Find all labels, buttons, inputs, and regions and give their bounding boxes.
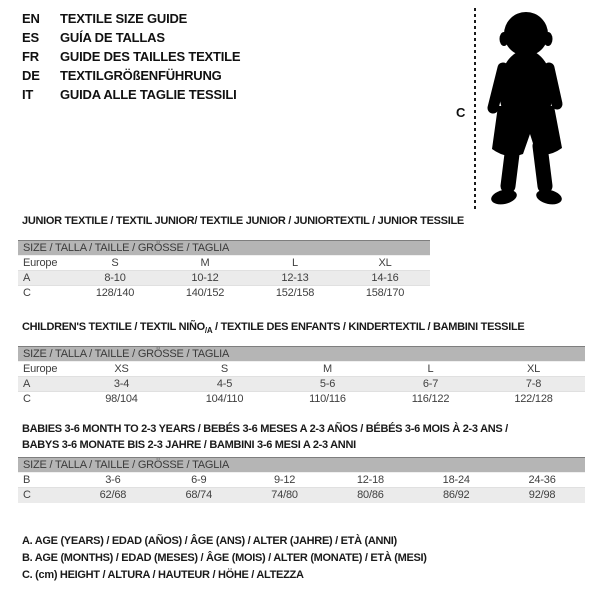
table-cell: 152/158 (275, 287, 315, 300)
table-cell: 62/68 (99, 489, 127, 502)
table-cell: 110/116 (309, 393, 346, 406)
table-cell: 7-8 (525, 378, 542, 390)
table-cell: 10-12 (191, 272, 219, 284)
table-cell: 122/128 (514, 393, 553, 406)
children-title-main: CHILDREN'S TEXTILE / TEXTIL NIÑO (22, 321, 205, 333)
junior-table-title: JUNIOR TEXTILE / TEXTIL JUNIOR/ TEXTILE JUNIOR / JUNIORTEXTIL / JUNIOR TESSILE (22, 215, 464, 227)
children-table (18, 361, 585, 407)
footnotes (22, 533, 427, 584)
lang-row-es (22, 28, 240, 47)
babies-title-line2: BABYS 3-6 MONATE BIS 2-3 JAHRE / BAMBINI 3-6 MESI A 2-3 ANNI (22, 439, 356, 451)
lang-text: GUIDA ALLE TAGLIE TESSILI (60, 87, 237, 102)
table-cell: L (427, 363, 434, 375)
footnote-b: B. AGE (MONTHS) / EDAD (MESES) / ÂGE (MOIS) / ALTER (MONATE) / ETÀ (MESI) (22, 552, 427, 564)
table-cell: 12-18 (356, 474, 384, 486)
table-row (18, 271, 430, 286)
table-cell: XL (378, 257, 392, 269)
table-cell: S (111, 257, 119, 269)
lang-row-en (22, 9, 240, 28)
row-label: Europe (23, 363, 58, 375)
lang-code: EN (22, 11, 40, 26)
toddler-silhouette-image (480, 8, 572, 210)
row-label: B (23, 474, 31, 486)
table-cell: M (323, 363, 332, 375)
table-cell: 18-24 (442, 474, 470, 486)
table-cell: 86/92 (442, 489, 470, 502)
footnote-c: C. (cm) HEIGHT / ALTURA / HAUTEUR / HÖHE / ALTEZZA (22, 569, 304, 581)
table-cell: 158/170 (365, 287, 405, 300)
table-row (18, 473, 585, 488)
height-measure-dotted-line (474, 8, 476, 211)
table-row (18, 362, 585, 377)
table-cell: 9-12 (273, 474, 296, 486)
lang-row-it (22, 85, 240, 104)
children-title-rest: / TEXTILE DES ENFANTS / KINDERTEXTIL / BAMBINI TESSILE (212, 321, 525, 333)
table-cell: 74/80 (271, 489, 298, 502)
table-cell: 98/104 (105, 393, 138, 406)
table-cell: 4-5 (216, 378, 233, 390)
row-label: Europe (23, 257, 58, 269)
table-cell: 68/74 (185, 489, 212, 502)
table-cell: 92/98 (528, 489, 556, 502)
lang-code: IT (22, 87, 34, 102)
lang-text: TEXTILGRÖßENFÜHRUNG (60, 68, 222, 83)
table-cell: M (200, 257, 210, 269)
footnote-a: A. AGE (YEARS) / EDAD (AÑOS) / ÂGE (ANS) / ALTER (JAHRE) / ETÀ (ANNI) (22, 535, 397, 547)
table-row (18, 377, 585, 392)
lang-code: DE (22, 68, 40, 83)
table-row (18, 256, 430, 271)
row-label: C (23, 393, 31, 406)
table-cell: 140/152 (185, 287, 225, 300)
babies-title-line1: BABIES 3-6 MONTH TO 2-3 YEARS / BEBÉS 3-6 MESES A 2-3 AÑOS / BÉBÉS 3-6 MOIS À 2-3 ANS / (22, 423, 508, 435)
table-cell: XL (526, 363, 541, 375)
table-cell: 14-16 (371, 272, 399, 284)
row-label: C (23, 489, 31, 502)
lang-row-de (22, 66, 240, 85)
size-header-bar: SIZE / TALLA / TAILLE / GRÖSSE / TAGLIA (18, 346, 585, 361)
table-row (18, 392, 585, 407)
table-cell: S (220, 363, 229, 375)
table-cell: 80/86 (357, 489, 384, 502)
table-cell: 5-6 (319, 378, 336, 390)
height-measure-label: C (456, 105, 466, 120)
table-row (18, 286, 430, 301)
row-label: C (23, 287, 31, 300)
junior-table (18, 255, 430, 301)
babies-size-table (18, 457, 585, 503)
lang-code: ES (22, 30, 39, 45)
babies-table-title (22, 421, 508, 453)
table-cell: 24-36 (528, 474, 556, 486)
row-label: A (23, 378, 31, 390)
table-cell: 6-9 (191, 474, 207, 486)
table-cell: L (292, 257, 298, 269)
table-cell: 8-10 (104, 272, 126, 284)
size-header-bar: SIZE / TALLA / TAILLE / GRÖSSE / TAGLIA (18, 457, 585, 472)
table-cell: 116/122 (411, 393, 450, 406)
table-cell: 128/140 (95, 287, 135, 300)
row-label: A (23, 272, 31, 284)
table-cell: XS (114, 363, 129, 375)
table-cell: 6-7 (422, 378, 439, 390)
size-header-bar: SIZE / TALLA / TAILLE / GRÖSSE / TAGLIA (18, 240, 430, 255)
table-row (18, 488, 585, 503)
table-cell: 104/110 (205, 393, 244, 406)
lang-code: FR (22, 49, 39, 64)
table-cell: 3-6 (105, 474, 121, 486)
lang-text: TEXTILE SIZE GUIDE (60, 11, 188, 26)
children-size-table (18, 346, 585, 407)
children-title-subscript: /A (204, 326, 213, 336)
babies-table (18, 472, 585, 503)
lang-text: GUÍA DE TALLAS (60, 30, 165, 45)
table-cell: 12-13 (281, 272, 309, 284)
lang-row-fr (22, 47, 240, 66)
junior-size-table (18, 240, 430, 301)
language-header (22, 9, 240, 104)
table-cell: 3-4 (113, 378, 130, 390)
children-table-title (22, 321, 524, 335)
lang-text: GUIDE DES TAILLES TEXTILE (60, 49, 241, 64)
